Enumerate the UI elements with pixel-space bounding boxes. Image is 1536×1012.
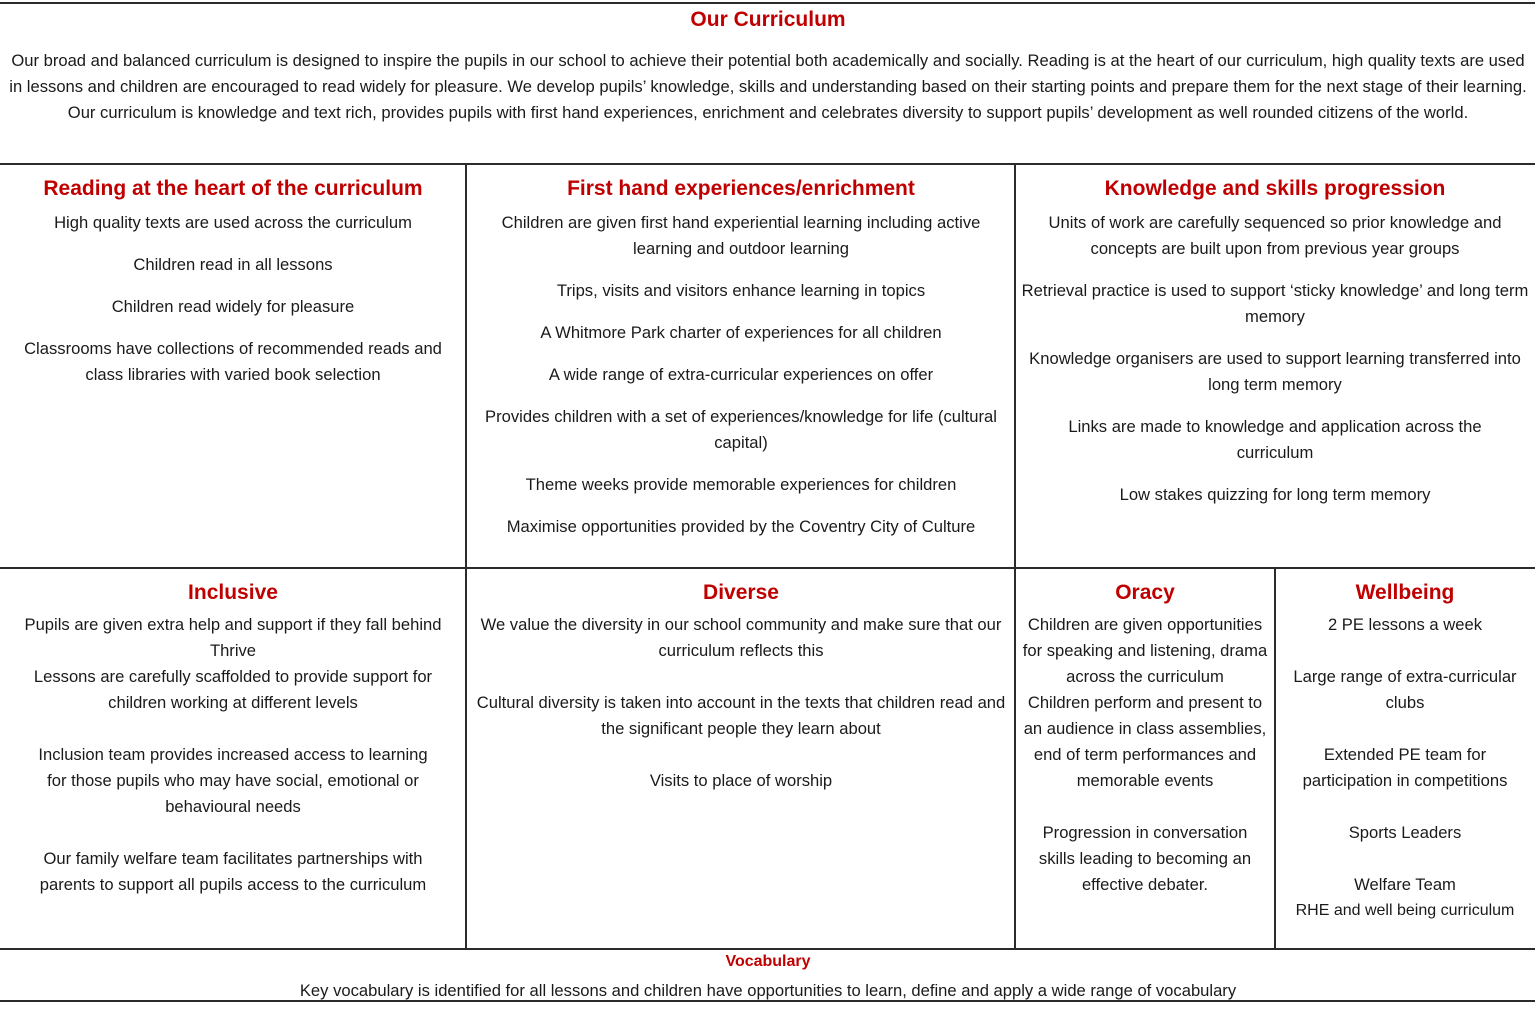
list-item: Classrooms have collections of recommended reads and class libraries with varied book selection	[24, 339, 442, 384]
spacer	[1277, 638, 1533, 664]
list-item: RHE and well being curriculum	[1295, 902, 1515, 919]
section-inclusive	[6, 580, 460, 898]
section-title: Wellbeing	[1355, 581, 1455, 604]
section-diverse	[468, 580, 1014, 794]
spacer	[1017, 794, 1273, 820]
list-item: Inclusion team provides increased access to learning for those pupils who may have social, emotional or behavioural needs	[38, 745, 428, 816]
section-wellbeing	[1277, 580, 1533, 924]
list-item: High quality texts are used across the curriculum	[54, 213, 412, 232]
list-item: Links are made to knowledge and application across the curriculum	[1068, 417, 1482, 462]
spacer	[6, 716, 460, 742]
list-item: Children are given first hand experiential learning including active learning and outdoor learning	[501, 213, 981, 258]
section-oracy	[1017, 580, 1273, 898]
row2-top-rule	[0, 567, 1535, 569]
spacer	[1277, 716, 1533, 742]
list-item: Children read in all lessons	[133, 255, 333, 274]
list-item: Lessons are carefully scaffolded to provide support for children working at different levels	[33, 667, 433, 712]
section-title: Knowledge and skills progression	[1104, 177, 1446, 200]
divider-col2	[1014, 163, 1016, 950]
list-item: We value the diversity in our school community and make sure that our curriculum reflects this	[480, 615, 1002, 660]
list-item: Progression in conversation skills leading to becoming an effective debater.	[1038, 823, 1252, 894]
spacer	[468, 664, 1014, 690]
list-item: Large range of extra-curricular clubs	[1293, 667, 1517, 712]
list-item: Low stakes quizzing for long term memory	[1119, 485, 1431, 504]
list-item: Maximise opportunities provided by the Coventry City of Culture	[506, 517, 976, 536]
list-item: Trips, visits and visitors enhance learning in topics	[556, 281, 926, 300]
list-item: A wide range of extra-curricular experiences on offer	[548, 365, 934, 384]
spacer	[1277, 846, 1533, 872]
list-item: Children are given opportunities for speaking and listening, drama across the curriculum	[1022, 615, 1268, 686]
list-item: Welfare Team	[1354, 875, 1456, 894]
spacer	[1277, 794, 1533, 820]
list-item: Our family welfare team facilitates partnerships with parents to support all pupils access to the curriculum	[39, 849, 427, 894]
divider-col1	[465, 163, 467, 950]
list-item: Children read widely for pleasure	[111, 297, 355, 316]
list-item: Extended PE team for participation in competitions	[1302, 745, 1508, 790]
page-title: Our Curriculum	[690, 8, 846, 31]
list-item: Children perform and present to an audience in class assemblies, end of term performances and memorable events	[1023, 693, 1267, 790]
section-title: Inclusive	[188, 581, 278, 604]
list-item: Units of work are carefully sequenced so prior knowledge and concepts are built upon from previous year groups	[1048, 213, 1502, 258]
list-item: Retrieval practice is used to support ‘sticky knowledge’ and long term memory	[1021, 281, 1529, 326]
spacer	[6, 820, 460, 846]
section-title: Oracy	[1115, 581, 1175, 604]
vocab-top-rule	[0, 948, 1535, 950]
list-item: 2 PE lessons a week	[1327, 615, 1483, 634]
list-item: Provides children with a set of experiences/knowledge for life (cultural capital)	[485, 407, 997, 452]
section-title: Reading at the heart of the curriculum	[43, 177, 423, 200]
section-knowledge	[1018, 176, 1532, 524]
section-reading	[6, 176, 460, 404]
list-item: Knowledge organisers are used to support learning transferred into long term memory	[1029, 349, 1521, 394]
vocabulary-title: Vocabulary	[725, 953, 811, 970]
list-item: A Whitmore Park charter of experiences for all children	[540, 323, 942, 342]
list-item: Visits to place of worship	[649, 771, 833, 790]
section-title: Diverse	[703, 581, 779, 604]
list-item: Cultural diversity is taken into account in the texts that children read and the significant people they learn about	[476, 693, 1006, 738]
list-item: Thrive	[209, 641, 257, 660]
section-first-hand	[468, 176, 1014, 556]
vocabulary-text: Key vocabulary is identified for all lessons and children have opportunities to learn, define and apply a wide range of vocabulary	[299, 981, 1237, 1000]
list-item: Pupils are given extra help and support if they fall behind	[24, 615, 442, 634]
divider-col3	[1274, 567, 1276, 950]
list-item: Sports Leaders	[1348, 823, 1462, 842]
list-item: Theme weeks provide memorable experiences for children	[525, 475, 957, 494]
top-rule	[0, 2, 1535, 4]
row1-top-rule	[0, 163, 1535, 165]
intro-paragraph: Our broad and balanced curriculum is designed to inspire the pupils in our school to achieve their potential both academically and socially. Reading is at the heart of our curriculum, high quality texts are used in lessons and children are encouraged to read widely for pleasure. We develop pupils’ knowledge, skills and understanding based on their starting points and prepare them for the next stage of their learning. Our curriculum is knowledge and text rich, provides pupils with first hand experiences, enrichment and celebrates diversity to support pupils’ development as well rounded citizens of the world.	[9, 51, 1527, 122]
section-title: First hand experiences/enrichment	[567, 177, 915, 200]
spacer	[468, 742, 1014, 768]
